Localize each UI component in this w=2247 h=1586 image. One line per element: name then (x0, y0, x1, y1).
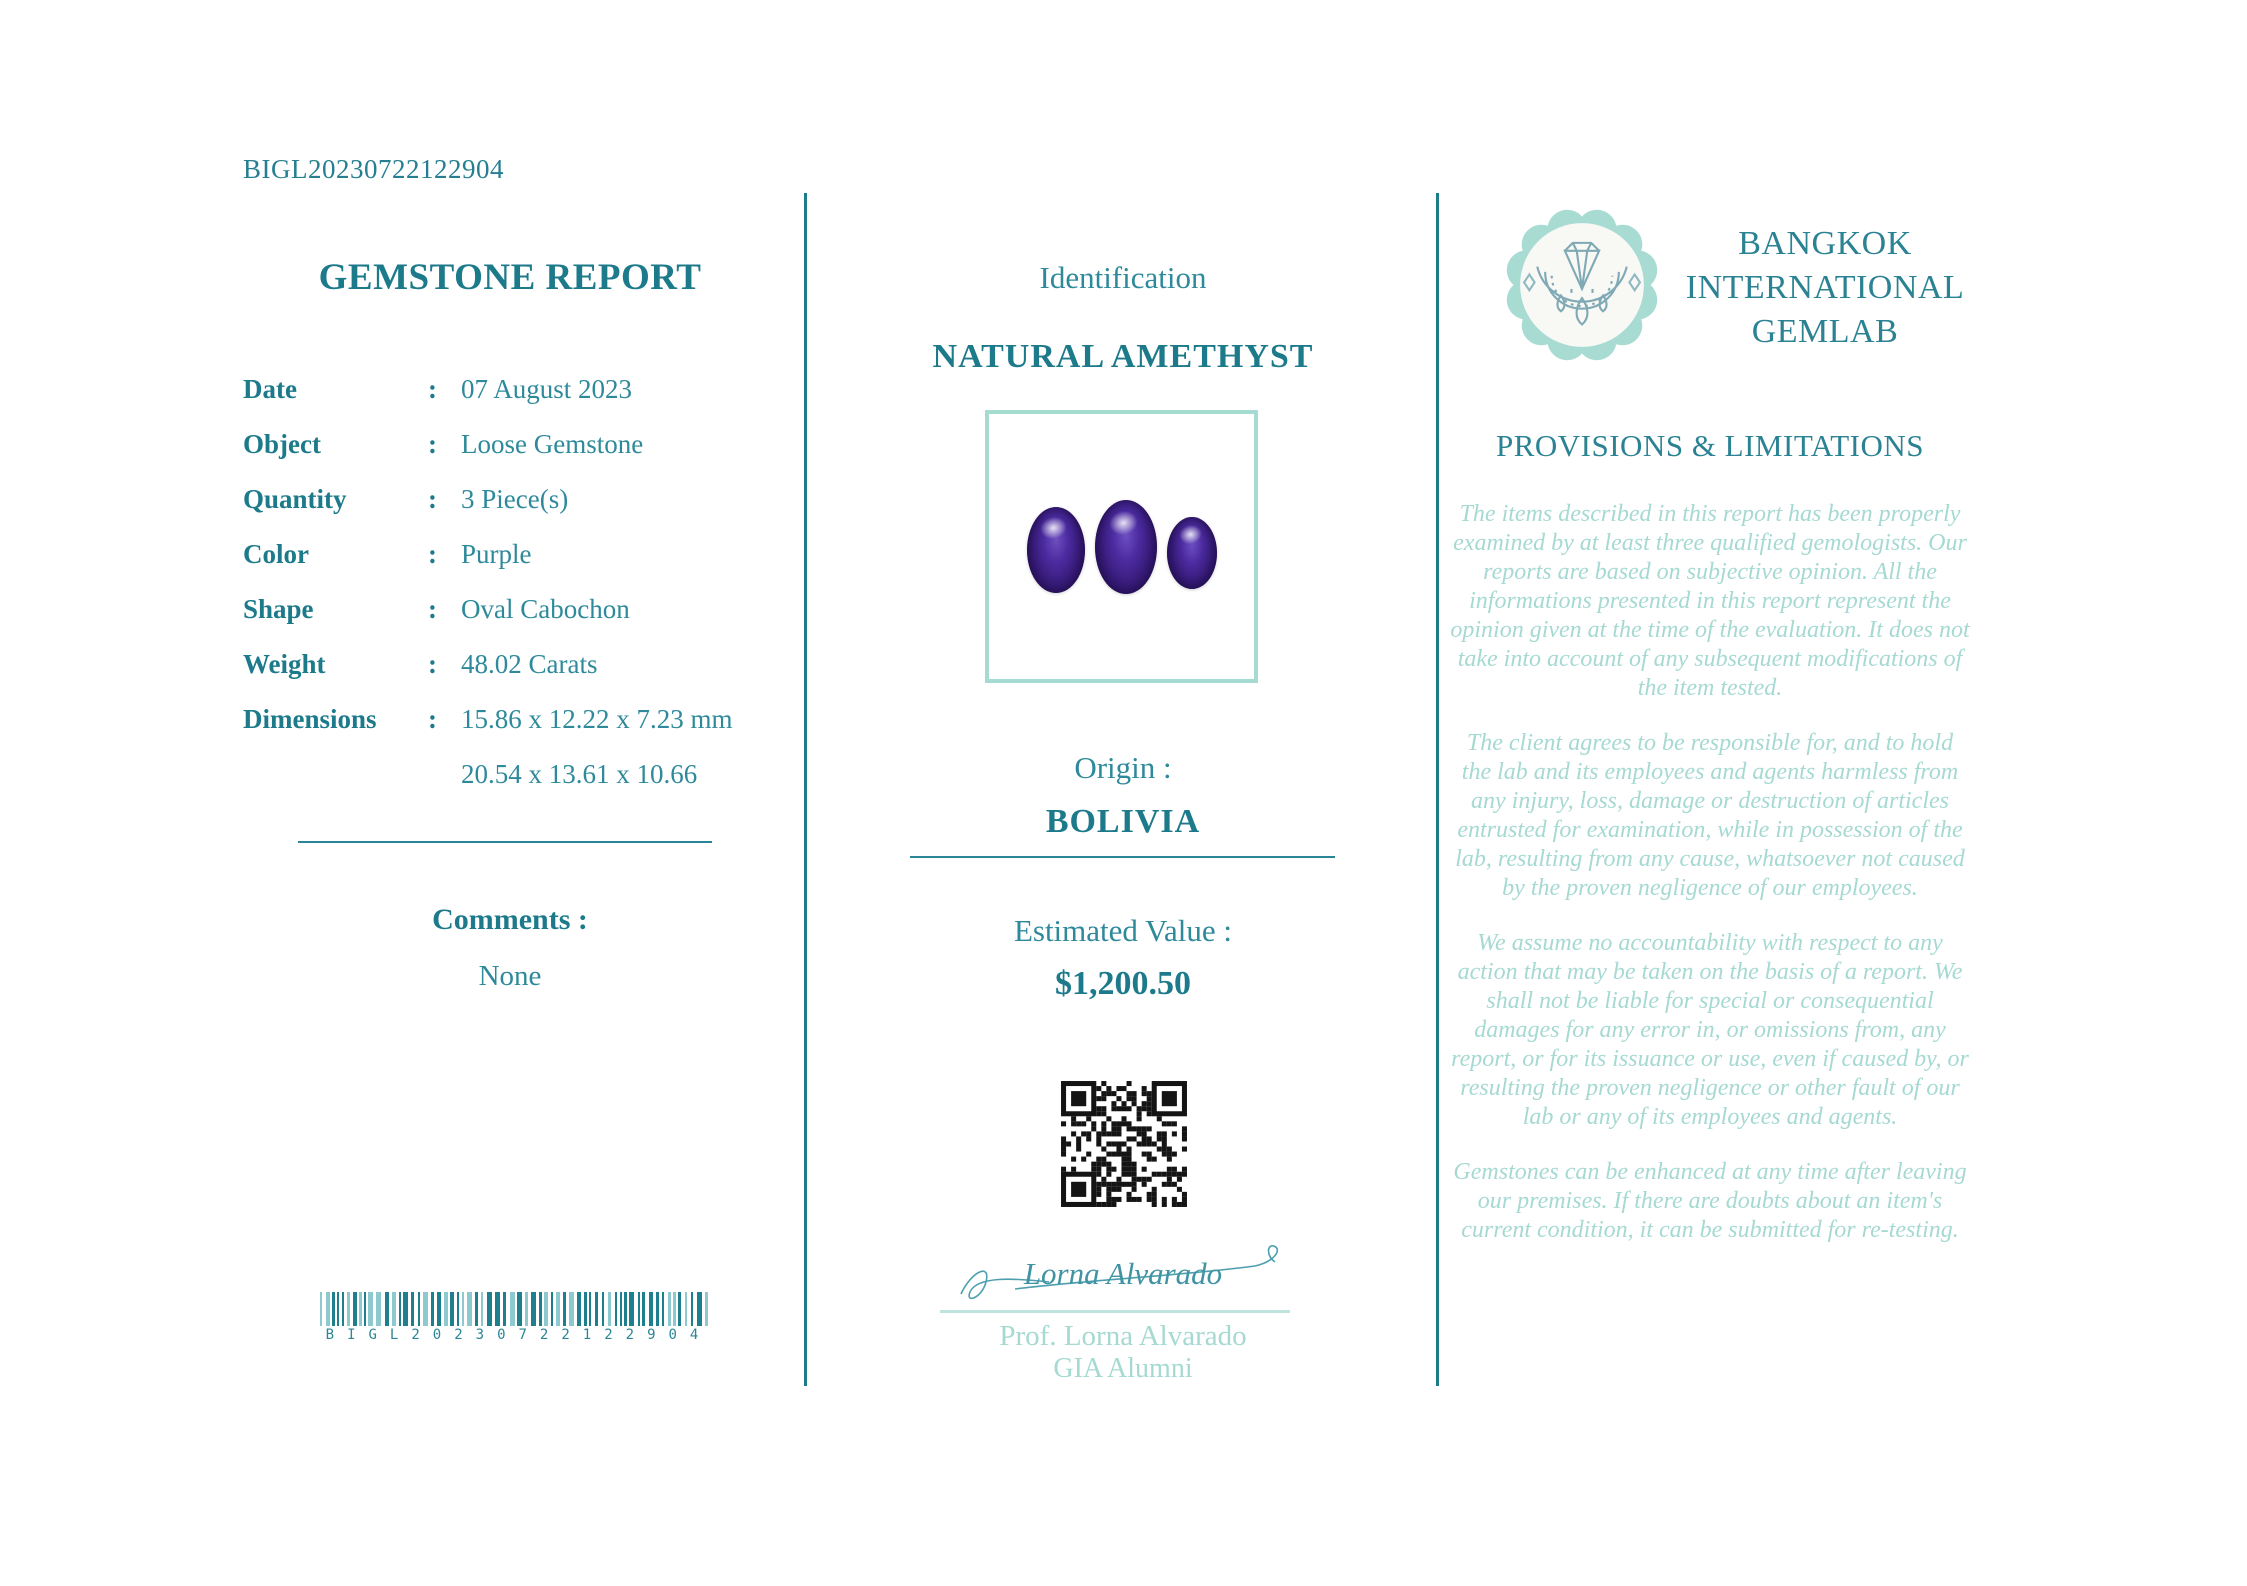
lab-logo (1503, 206, 1661, 364)
field-label: Weight (243, 649, 326, 679)
field-label: Date (243, 374, 297, 404)
field-row (243, 637, 763, 692)
signatory-title: GIA Alumni (1053, 1353, 1193, 1384)
field-value: 07 August 2023 (461, 374, 633, 404)
field-colon: : (428, 374, 437, 404)
gem-cabochon-left (1027, 507, 1085, 593)
signature-name-text: Lorna Alvarado (1023, 1256, 1223, 1291)
provisions-text (1450, 500, 1970, 1271)
estimated-value-amount: $1,200.50 (1055, 965, 1191, 1002)
column-divider-right (1436, 193, 1439, 1386)
report-title: GEMSTONE REPORT (318, 257, 702, 298)
provisions-heading: PROVISIONS & LIMITATIONS (1495, 428, 1925, 463)
gem-cabochon-right (1167, 517, 1217, 589)
gem-badge-icon (1503, 206, 1661, 364)
barcode (320, 1292, 717, 1343)
field-value: 48.02 Carats (461, 649, 598, 679)
field-colon: : (428, 484, 437, 514)
field-colon: : (428, 429, 437, 459)
signature-divider (940, 1310, 1290, 1313)
field-label: Color (243, 539, 309, 569)
field-row (243, 582, 763, 637)
lab-name-line1: BANGKOK (1738, 225, 1912, 262)
field-row (243, 417, 763, 472)
field-value: Loose Gemstone (461, 429, 644, 459)
field-row (243, 472, 763, 527)
gem-photo-frame (985, 410, 1258, 683)
field-colon: : (428, 594, 437, 624)
field-colon: : (428, 704, 437, 734)
lab-name (1660, 222, 1990, 354)
barcode-bars (320, 1292, 717, 1326)
field-colon: : (428, 539, 437, 569)
lab-name-line2: INTERNATIONAL (1685, 269, 1965, 306)
column-divider-left (804, 193, 807, 1386)
qr-code (1058, 1078, 1190, 1210)
gem-cabochon-center (1095, 500, 1157, 594)
provision-paragraph: The client agrees to be responsible for, and to hold the lab and its employees and agents harmless from any injury, loss, damage or destruction of articles entrusted for examination, while in possession of the lab, resulting from any cause, whatsoever not caused by the proven negligence of our employees. (1455, 730, 1965, 901)
field-label: Object (243, 429, 321, 459)
provision-paragraph: We assume no accountability with respect to any action that may be taken on the basis of a report. We shall not be liable for special or consequential damages for any error in, or omissions from, any report, or for its issuance or use, even if caused by, or resulting the proven negligence or other fault of our lab or any of its employees and agents. (1451, 930, 1969, 1130)
field-label: Quantity (243, 484, 347, 514)
field-row (243, 362, 763, 417)
field-row (243, 692, 763, 747)
origin-divider (910, 856, 1335, 858)
origin-label: Origin : (1074, 750, 1172, 785)
origin-value: BOLIVIA (1045, 803, 1201, 840)
provision-paragraph: Gemstones can be enhanced at any time after leaving our premises. If there are doubts about an item's current condition, it can be submitted for re-testing. (1453, 1159, 1967, 1243)
comments-value: None (478, 960, 542, 992)
comments-heading: Comments : (432, 903, 588, 936)
field-colon: : (428, 649, 437, 679)
lab-name-line3: GEMLAB (1751, 313, 1899, 350)
identification-heading: Identification (1039, 260, 1207, 295)
report-fields (243, 362, 763, 802)
field-value: 3 Piece(s) (461, 484, 569, 514)
estimated-value-label: Estimated Value : (1013, 913, 1233, 948)
field-row-continuation (243, 747, 763, 802)
signatory-name: Prof. Lorna Alvarado (999, 1320, 1247, 1352)
provision-paragraph: The items described in this report has been properly examined by at least three qualified gemologists. Our reports are based on subjective opinion. All the informations presented in this report represent the opinion given at the time of the evaluation. It does not take into account of any subsequent modifications of the item tested. (1450, 501, 1970, 701)
field-value: 20.54 x 13.61 x 10.66 (461, 759, 698, 789)
field-value: Purple (461, 539, 532, 569)
field-value: 15.86 x 12.22 x 7.23 mm (461, 704, 733, 734)
report-number: BIGL20230722122904 (243, 154, 504, 184)
fields-divider (298, 841, 712, 843)
barcode-text: BIGL20230722122904 (325, 1327, 712, 1343)
species-name: NATURAL AMETHYST (932, 338, 1314, 375)
field-row (243, 527, 763, 582)
field-value: Oval Cabochon (461, 594, 630, 624)
signature (955, 1232, 1291, 1314)
signature-flourish-icon (955, 1232, 1291, 1314)
field-label: Shape (243, 594, 314, 624)
field-label: Dimensions (243, 704, 377, 734)
